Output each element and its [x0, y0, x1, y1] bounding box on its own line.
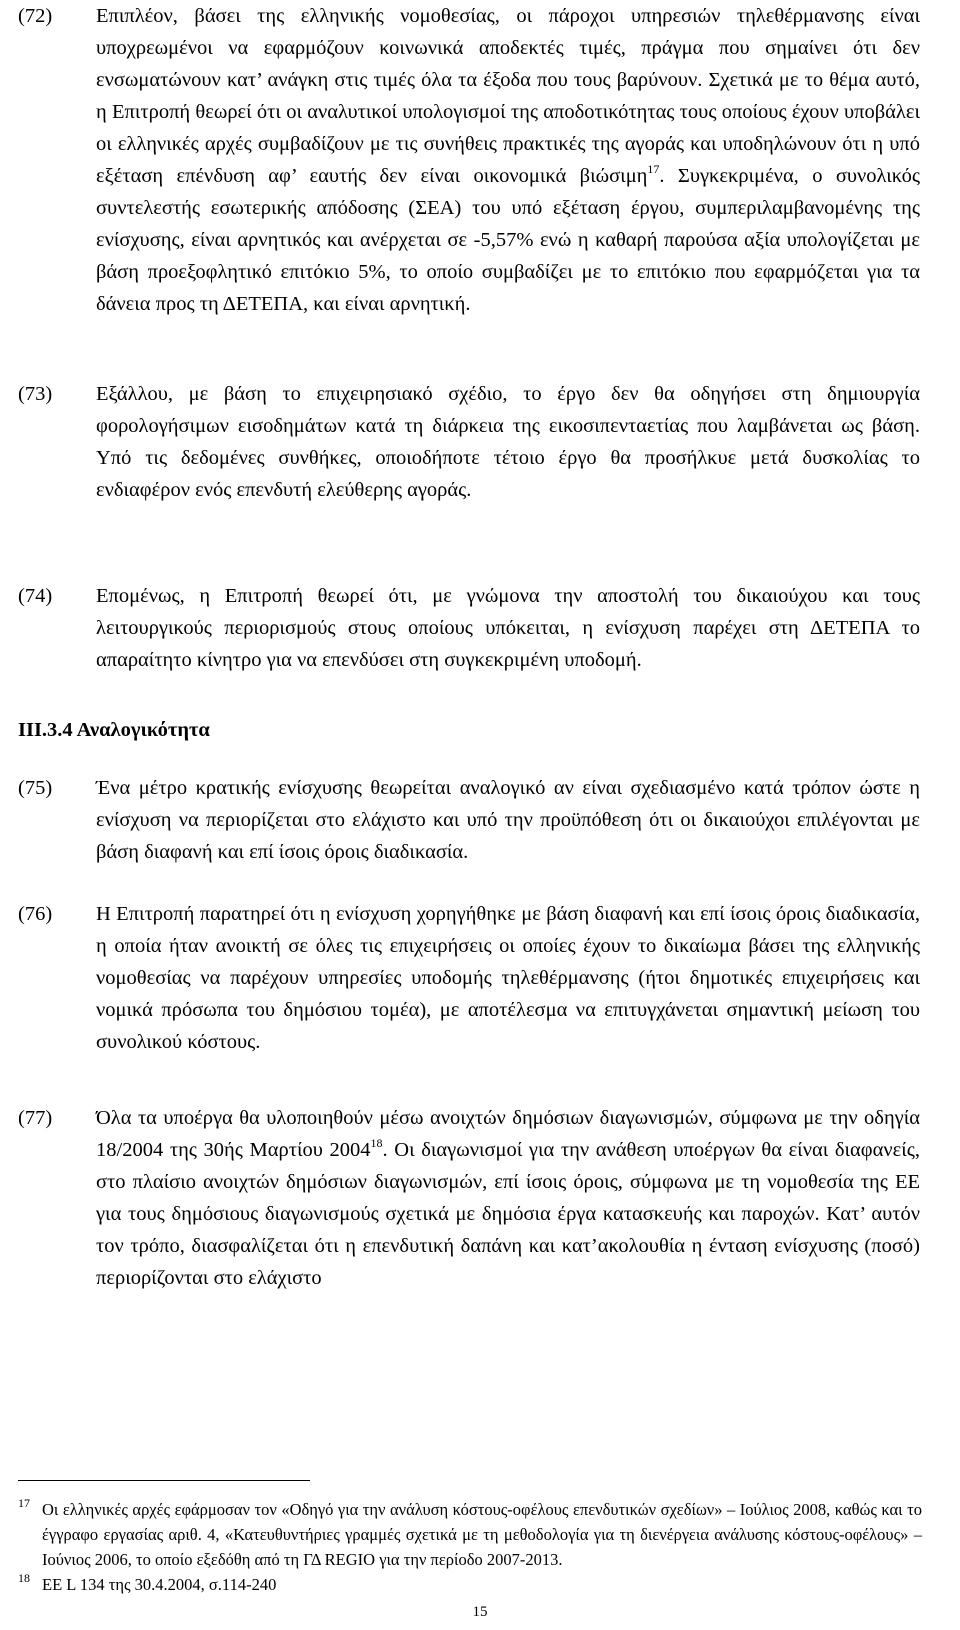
footnote-text: Οι ελληνικές αρχές εφάρμοσαν τον «Οδηγό για την ανάλυση κόστους-οφέλους επενδυτικών σχεδίων» – Ιούλιος 2008, καθώς και το έγγραφο εργασίας αριθ. 4, «Κατευθυντήριες γραμμές σχετικά με τη μεθοδολογία για τη διενέργεια ανάλυσης κόστους-οφέλους» – Ιούνιος 2006, το οποίο εξεδόθη από τη ΓΔ REGIO για την περίοδο 2007-2013.	[42, 1500, 922, 1569]
paragraph-text: Ένα μέτρο κρατικής ενίσχυσης θεωρείται αναλογικό αν είναι σχεδιασμένο κατά τρόπον ώστε η ενίσχυση να περιορίζεται στο ελάχιστο και υπό την προϋπόθεση ότι οι δικαιούχοι επιλέγονται με βάση διαφανή και επί ίσοις όροις διαδικασία.	[96, 777, 920, 863]
footnote-reference[interactable]: 18	[370, 1136, 383, 1150]
page-number: 15	[472, 1604, 488, 1620]
footnote-separator	[18, 1480, 310, 1481]
paragraph-number: (73)	[18, 383, 53, 405]
footnote-number: 18	[18, 1571, 30, 1585]
footnote-number: 17	[18, 1496, 30, 1510]
paragraph-text: Η Επιτροπή παρατηρεί ότι η ενίσχυση χορηγήθηκε με βάση διαφανή και επί ίσοις όροις διαδικασία, η οποία ήταν ανοικτή σε όλες τις επιχειρήσεις οι οποίες έχουν το δικαίωμα βάσει της ελληνικής νομοθεσίας να παρέχουν υπηρεσίες υποδομής τηλεθέρμανσης (ήτοι δημοτικές επιχειρήσεις και νομικά πρόσωπα του δημόσιου τομέα), με αποτέλεσμα να επιτυγχάνεται σημαντική μείωση του συνολικού κόστους.	[96, 903, 920, 1053]
paragraph-number: (75)	[18, 777, 53, 799]
paragraph-text: Εξάλλου, με βάση το επιχειρησιακό σχέδιο, το έργο δεν θα οδηγήσει στη δημιουργία φορολογήσιμων εισοδημάτων κατά τη διάρκεια της εικοσιπενταετίας που λαμβάνεται ως βάση. Υπό τις δεδομένες συνθήκες, οποιοδήποτε τέτοιο έργο θα προσήλκυε μετά δυσκολίας το ενδιαφέρον ενός επενδυτή ελεύθερης αγοράς.	[96, 383, 920, 501]
paragraph-number: (76)	[18, 903, 53, 925]
paragraph-number: (77)	[18, 1107, 53, 1129]
paragraph-text-part: Όλα τα υποέργα θα υλοποιηθούν μέσω ανοιχτών δημόσιων διαγωνισμών, σύμφωνα με την οδηγία 18/2004 της 30ής Μαρτίου 2004	[96, 1107, 920, 1161]
paragraph-text	[96, 0, 920, 320]
footnote-text: ΕΕ L 134 της 30.4.2004, σ.114-240	[42, 1575, 277, 1594]
paragraph-number: (72)	[18, 5, 53, 27]
paragraph-text-part: . Συγκεκριμένα, ο συνολικός συντελεστής εσωτερικής απόδοσης (ΣΕΑ) του υπό εξέταση έργου, συμπεριλαμβανομένης της ενίσχυσης, είναι αρνητικός και ανέρχεται σε -5,57% ενώ η καθαρή παρούσα αξία υπολογίζεται με βάση προεξοφλητικό επιτόκιο 5%, το οποίο συμβαδίζει με το επιτόκιο που εφαρμόζεται για τα δάνεια προς τη ΔΕΤΕΠΑ, και είναι αρνητική.	[96, 165, 921, 315]
footnote-reference[interactable]: 17	[647, 162, 660, 176]
paragraph-number: (74)	[18, 585, 53, 607]
paragraph-text	[96, 1102, 920, 1294]
paragraph-text: Επομένως, η Επιτροπή θεωρεί ότι, με γνώμονα την αποστολή του δικαιούχου και τους λειτουργικούς περιορισμούς στους οποίους υπόκειται, η ενίσχυση παρέχει στη ΔΕΤΕΠΑ το απαραίτητο κίνητρο για να επενδύσει στη συγκεκριμένη υποδομή.	[96, 585, 920, 671]
paragraph-text-part: . Οι διαγωνισμοί για την ανάθεση υποέργων θα είναι διαφανείς, στο πλαίσιο ανοιχτών δημόσιων διαγωνισμών, επί ίσοις όροις, σύμφωνα με τη νομοθεσία της ΕΕ για τους δημόσιους διαγωνισμούς σχετικά με δημόσια έργα κατασκευής και παροχών. Κατ’ αυτόν τον τρόπο, διασφαλίζεται ότι η επενδυτική δαπάνη και κατ’ακολουθία η ένταση ενίσχυσης (ποσό) περιορίζονται στο ελάχιστο	[96, 1139, 920, 1289]
section-heading: ΙΙΙ.3.4 Αναλογικότητα	[18, 719, 210, 741]
paragraph-text-part: Επιπλέον, βάσει της ελληνικής νομοθεσίας, οι πάροχοι υπηρεσιών τηλεθέρμανσης είναι υποχρεωμένοι να εφαρμόζουν κοινωνικά αποδεκτές τιμές, πράγμα που σημαίνει ότι δεν ενσωματώνουν κατ’ ανάγκη στις τιμές όλα τα έξοδα που τους βαρύνουν. Σχετικά με το θέμα αυτό, η Επιτροπή θεωρεί ότι οι αναλυτικοί υπολογισμοί της αποδοτικότητας τους οποίους έχουν υποβάλει οι ελληνικές αρχές συμβαδίζουν με τις συνήθεις πρακτικές της αγοράς και υποδηλώνουν ότι η υπό εξέταση επένδυση αφ’ εαυτής δεν είναι οικονομικά βιώσιμη	[96, 5, 920, 187]
